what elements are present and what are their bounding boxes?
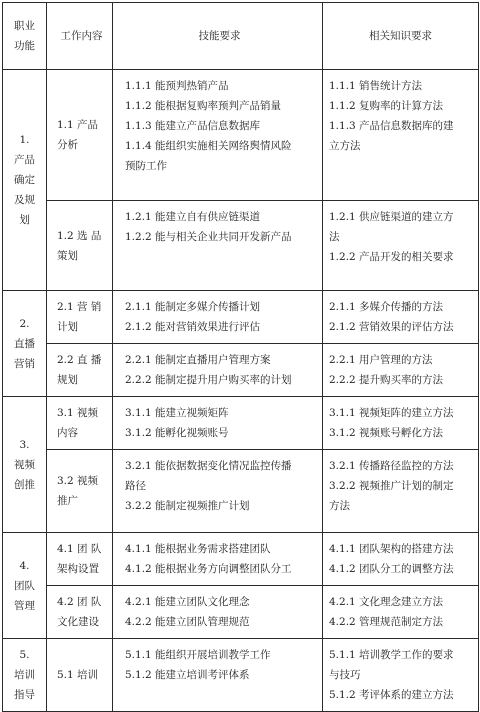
knowledge-requirements-cell-line: 2.2.1 用户管理的方法 xyxy=(329,354,433,366)
knowledge-requirements-cell-line: 5.1.1 培训教学工作的要求 xyxy=(329,649,454,661)
function-cell-line: 团队 xyxy=(14,579,35,592)
function-cell-line: 指导 xyxy=(14,689,35,701)
work-content-cell xyxy=(47,533,113,586)
knowledge-requirements-cell xyxy=(323,450,479,533)
knowledge-requirements-cell xyxy=(323,291,479,344)
function-cell-line: 培训 xyxy=(14,669,35,681)
work-content-cell-line: 内容 xyxy=(57,427,78,439)
skill-requirements-cell-line: 2.1.2 能对营销效果进行评估 xyxy=(125,321,261,333)
work-content-cell-line: 3.2 视频 xyxy=(57,475,99,487)
knowledge-requirements-cell-line: 1.1.2 复购率的计算方法 xyxy=(329,100,444,112)
table-row xyxy=(3,586,479,639)
knowledge-requirements-cell-line: 4.2.1 文化理念建立方法 xyxy=(329,596,444,608)
function-cell-line: 4. xyxy=(19,559,30,572)
function-cell-line: 及规 xyxy=(14,194,35,206)
work-content-cell xyxy=(47,201,113,291)
work-content-cell-line: 规划 xyxy=(57,374,78,386)
skill-requirements-cell-line: 2.2.2 能制定提升用户购买率的计划 xyxy=(125,374,292,386)
table-body xyxy=(3,70,479,712)
function-cell-line: 营销 xyxy=(14,357,35,370)
function-cell xyxy=(3,397,47,533)
skill-requirements-cell-line: 3.2.2 能制定视频推广计划 xyxy=(125,500,250,512)
knowledge-requirements-cell-line: 3.1.2 视频账号孵化方法 xyxy=(329,427,444,439)
skill-requirements-cell-line: 3.1.2 能孵化视频账号 xyxy=(125,427,229,439)
table-row xyxy=(3,639,479,712)
knowledge-requirements-cell-line: 1.2.2 产品开发的相关要求 xyxy=(329,251,454,263)
work-content-cell xyxy=(47,291,113,344)
function-cell xyxy=(3,639,47,712)
skill-requirements-cell xyxy=(113,201,323,291)
knowledge-requirements-cell-line: 法 xyxy=(329,231,340,243)
skills-requirements-document xyxy=(2,2,478,712)
work-content-cell xyxy=(47,70,113,201)
knowledge-requirements-cell-line: 3.1.1 视频矩阵的建立方法 xyxy=(329,407,454,419)
skill-requirements-cell-line: 1.2.1 能建立自有供应链渠道 xyxy=(125,211,261,223)
knowledge-requirements-cell xyxy=(323,533,479,586)
header-knowledge-requirements: 相关知识要求 xyxy=(323,3,479,70)
skill-requirements-cell-line: 4.2.1 能建立团队文化理念 xyxy=(125,596,250,608)
function-cell-line: 创推 xyxy=(14,478,35,491)
work-content-cell xyxy=(47,344,113,397)
table-header-row xyxy=(3,3,479,70)
knowledge-requirements-cell-line: 方法 xyxy=(329,500,350,512)
function-cell xyxy=(3,291,47,397)
skill-requirements-cell-line: 4.1.2 能根据业务方向调整团队分工 xyxy=(125,563,292,575)
work-content-cell-line: 策划 xyxy=(57,249,78,262)
skill-requirements-cell-line: 2.2.1 能制定直播用户管理方案 xyxy=(125,354,271,366)
skill-requirements-cell xyxy=(113,397,323,450)
skill-requirements-cell-line: 1.1.4 能组织实施相关网络舆情风险 xyxy=(125,140,292,152)
function-cell-line: 划 xyxy=(19,214,30,226)
work-content-cell-line: 4.1 团 队 xyxy=(57,543,102,555)
knowledge-requirements-cell-line: 1.2.1 供应链渠道的建立方 xyxy=(329,211,454,223)
skill-requirements-cell-line: 预防工作 xyxy=(125,160,167,172)
skill-requirements-cell-line: 3.1.1 能建立视频矩阵 xyxy=(125,407,229,419)
skills-requirements-table xyxy=(2,2,479,712)
skill-requirements-cell xyxy=(113,291,323,344)
skill-requirements-cell-line: 1.1.1 能预判热销产品 xyxy=(125,80,229,92)
function-cell-line: 视频 xyxy=(14,458,35,471)
work-content-cell xyxy=(47,639,113,712)
work-content-cell-line: 1.1 产品 xyxy=(57,119,99,131)
skill-requirements-cell-line: 3.2.1 能依据数据变化情况监控传播 xyxy=(125,460,292,472)
function-cell-line: 直播 xyxy=(14,337,35,350)
skill-requirements-cell xyxy=(113,70,323,201)
table-row xyxy=(3,291,479,344)
work-content-cell-line: 推广 xyxy=(57,495,78,507)
skill-requirements-cell-line: 5.1.2 能建立培训考评体系 xyxy=(125,669,250,681)
knowledge-requirements-cell-line: 3.2.2 视频推广计划的制定 xyxy=(329,480,454,492)
knowledge-requirements-cell xyxy=(323,201,479,291)
work-content-cell xyxy=(47,397,113,450)
table-row xyxy=(3,344,479,397)
work-content-cell-line: 文化建设 xyxy=(57,616,99,628)
knowledge-requirements-cell-line: 4.2.2 管理规范制定方法 xyxy=(329,616,444,628)
work-content-cell xyxy=(47,586,113,639)
skill-requirements-cell xyxy=(113,344,323,397)
skill-requirements-cell-line: 1.2.2 能与相关企业共同开发新产品 xyxy=(125,231,292,243)
skill-requirements-cell-line: 1.1.3 能建立产品信息数据库 xyxy=(125,120,261,132)
function-cell-line: 5. xyxy=(19,649,30,661)
table-row xyxy=(3,450,479,533)
work-content-cell-line: 4.2 团 队 xyxy=(57,596,102,608)
knowledge-requirements-cell xyxy=(323,344,479,397)
skill-requirements-cell-line: 4.2.2 能建立团队管理规范 xyxy=(125,616,250,628)
function-cell-line: 3. xyxy=(19,438,30,451)
knowledge-requirements-cell-line: 2.1.2 营销效果的评估方法 xyxy=(329,321,454,333)
work-content-cell-line: 2.2 直 播 xyxy=(57,354,102,366)
header-work-content: 工作内容 xyxy=(47,3,113,70)
knowledge-requirements-cell-line: 1.1.1 销售统计方法 xyxy=(329,80,423,92)
function-cell xyxy=(3,70,47,291)
knowledge-requirements-cell-line: 2.1.1 多媒介传播的方法 xyxy=(329,301,444,313)
work-content-cell-line: 分析 xyxy=(57,139,78,151)
knowledge-requirements-cell-line: 与技巧 xyxy=(329,669,361,681)
work-content-cell-line: 2.1 营 销 xyxy=(57,301,102,313)
work-content-cell-line: 3.1 视频 xyxy=(57,407,99,419)
work-content-cell-line: 5.1 培训 xyxy=(57,669,99,681)
header-skill-requirements: 技能要求 xyxy=(113,3,323,70)
knowledge-requirements-cell-line: 4.1.2 团队分工的调整方法 xyxy=(329,563,454,575)
function-cell-line: 管理 xyxy=(14,599,35,612)
knowledge-requirements-cell-line: 4.1.1 团队架构的搭建方法 xyxy=(329,543,454,555)
skill-requirements-cell-line: 路径 xyxy=(125,480,146,492)
work-content-cell-line: 架构设置 xyxy=(57,563,99,575)
function-cell-line: 产品 xyxy=(14,154,35,166)
skill-requirements-cell-line: 2.1.1 能制定多媒介传播计划 xyxy=(125,301,261,313)
skill-requirements-cell xyxy=(113,450,323,533)
knowledge-requirements-cell-line: 立方法 xyxy=(329,140,361,152)
header-function: 职业 功能 xyxy=(3,3,47,70)
work-content-cell-line: 计划 xyxy=(57,321,78,333)
knowledge-requirements-cell-line: 5.1.2 考评体系的建立方法 xyxy=(329,689,454,701)
function-cell-line: 确定 xyxy=(14,174,35,186)
function-cell-line: 2. xyxy=(19,317,30,330)
skill-requirements-cell xyxy=(113,639,323,712)
table-row xyxy=(3,397,479,450)
knowledge-requirements-cell-line: 2.2.2 提升购买率的方法 xyxy=(329,374,444,386)
knowledge-requirements-cell-line: 3.2.1 传播路径监控的方法 xyxy=(329,460,454,472)
knowledge-requirements-cell xyxy=(323,639,479,712)
knowledge-requirements-cell-line: 1.1.3 产品信息数据库的建 xyxy=(329,120,454,132)
work-content-cell xyxy=(47,450,113,533)
table-row xyxy=(3,533,479,586)
function-cell xyxy=(3,533,47,639)
function-cell-line: 1. xyxy=(19,134,30,146)
knowledge-requirements-cell xyxy=(323,397,479,450)
skill-requirements-cell xyxy=(113,586,323,639)
work-content-cell-line: 1.2 选 品 xyxy=(57,229,102,242)
knowledge-requirements-cell xyxy=(323,70,479,201)
skill-requirements-cell-line: 4.1.1 能根据业务需求搭建团队 xyxy=(125,543,271,555)
table-row xyxy=(3,201,479,291)
skill-requirements-cell-line: 5.1.1 能组织开展培训教学工作 xyxy=(125,649,271,661)
table-row xyxy=(3,70,479,201)
knowledge-requirements-cell xyxy=(323,586,479,639)
skill-requirements-cell xyxy=(113,533,323,586)
skill-requirements-cell-line: 1.1.2 能根据复购率预判产品销量 xyxy=(125,100,282,112)
